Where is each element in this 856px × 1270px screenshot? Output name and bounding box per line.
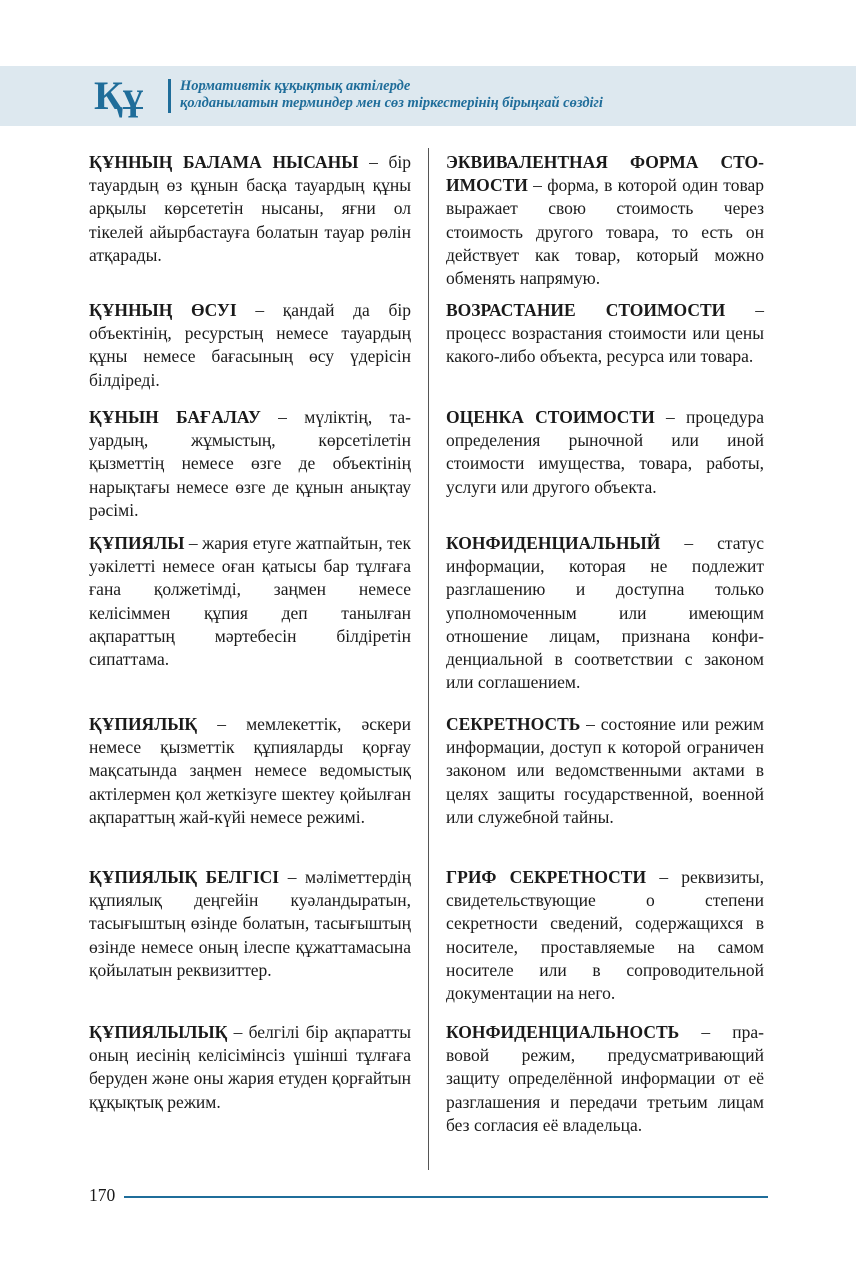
- definition-kk: – мемлекеттік, әскери немесе қызметтік құпияларды қорғау мақсатында заңмен немесе ведомыстық актілермен қол жеткізуге шектеу қойылған ақпараттың жай-күйі немесе режимі.: [89, 714, 411, 827]
- entry-ru: [446, 151, 764, 290]
- definition-ru: – состояние или режим информации, доступ к которой ограничен законом или ведомственными актами в целях защиты государственной, военной или служебной тайны.: [446, 714, 764, 827]
- column-divider: [428, 148, 429, 1170]
- entry-kk: [89, 1021, 411, 1114]
- definition-ru: – процедура определения рыночной или иной стоимости имущества, товара, работы, услуги или другого объекта.: [446, 407, 764, 497]
- term-kk: ҚҰННЫҢ БАЛАМА НЫСАНЫ: [89, 152, 359, 172]
- entry-kk: [89, 299, 411, 392]
- definition-ru: – форма, в которой один товар выражает свою стоимость через стоимость другого товара, то есть он действует как товар, который можно обменять напрямую.: [446, 175, 764, 289]
- term-ru: СЕКРЕТНОСТЬ: [446, 714, 581, 734]
- section-letter: Құ: [94, 73, 144, 118]
- entry-ru: [446, 866, 764, 1005]
- term-ru: ОЦЕНКА СТОИМОСТИ: [446, 407, 655, 427]
- entry-ru: [446, 406, 764, 499]
- definition-kk: – мәліметтердің құпиялық деңгейін куәландыратын, тасығыштың өзінде болатын, тасығыштың өзінде немесе оның ілеспе құжаттамасына қойылатын реквизиттер.: [89, 867, 412, 980]
- definition-kk: – мүліктің, тауардың, жұмыстың, көрсетілетін қызметтің немесе өзге де объектінің нарықтағы немесе өзге де құнын анықтау рәсімі.: [89, 407, 411, 520]
- entry-kk: [89, 532, 411, 671]
- entry-kk: [89, 866, 411, 982]
- entry-ru: [446, 713, 764, 829]
- term-kk: ҚҰПИЯЛЫЛЫҚ: [89, 1022, 228, 1042]
- term-ru: ГРИФ СЕКРЕТНОСТИ: [446, 867, 647, 887]
- running-title: [180, 78, 603, 112]
- entry-ru: [446, 532, 764, 694]
- running-title-line-1: Нормативтік құқықтық актілерде: [180, 78, 411, 94]
- definition-ru: – реквизиты, свидетельствующие о степени секретности сведений, содержащихся в носителе, проставляемые на самом носителе или в сопроводительной документации на него.: [446, 867, 764, 1004]
- definition-ru: – правовой режим, предусматривающий защиту определённой информации от её разглашения и передачи третьим лицам без согласия её владельца.: [446, 1022, 764, 1135]
- term-kk: ҚҰННЫҢ ӨСУІ: [89, 300, 237, 320]
- term-ru: ЭКВИВАЛЕНТНАЯ ФОРМА СТОИМОСТИ: [446, 152, 764, 196]
- term-kk: ҚҰПИЯЛЫҚ: [89, 714, 198, 734]
- page-number: 170: [89, 1185, 116, 1205]
- definition-kk: – бір тауардың өз құнын басқа тауардың құны арқылы көрсететін нысаны, яғни ол тікелей айырбастауға болатын тауар рөлін атқарады.: [89, 152, 411, 265]
- term-kk: ҚҰПИЯЛЫ: [89, 533, 185, 553]
- entry-kk: [89, 406, 411, 522]
- term-ru: ВОЗРАСТАНИЕ СТОИМОСТИ: [446, 300, 726, 320]
- definition-kk: – белгілі бір ақпаратты оның иесінің келісімінсіз үшінші тұлғаға беруден және оны жария етуден қорғайтын құқықтық режим.: [89, 1022, 411, 1112]
- entry-kk: [89, 713, 411, 829]
- term-ru: КОНФИДЕНЦИАЛЬНОСТЬ: [446, 1022, 680, 1042]
- entry-ru: [446, 299, 764, 369]
- footer-rule: [124, 1196, 768, 1198]
- term-ru: КОНФИДЕНЦИАЛЬНЫЙ: [446, 533, 661, 553]
- entry-ru: [446, 1021, 764, 1137]
- term-kk: ҚҰПИЯЛЫҚ БЕЛГІСІ: [89, 867, 280, 887]
- definition-kk: – жария етуге жатпайтын, тек уәкілетті немесе оған қатысы бар тұлғаға ғана қолжетімді, заңмен немесе келісіммен құпия деп танылған ақпараттың мәртебесін білдіретін сипаттама.: [89, 533, 411, 670]
- entry-kk: [89, 151, 411, 267]
- running-title-line-2: қолданылатын терминдер мен сөз тіркестерінің бірыңғай сөздігі: [180, 95, 603, 111]
- definition-kk: – қандай да бір объектінің, ресурстың немесе тауардың құны немесе бағасының өсу үдерісін білдіреді.: [89, 300, 411, 390]
- definition-ru: – статус информации, которая не подлежит разглашению и доступна только уполномоченным или имеющим отношение лицам, признана конфиденциальной в соответствии с законом или соглашением.: [446, 533, 764, 693]
- term-kk: ҚҰНЫН БАҒАЛАУ: [89, 407, 261, 427]
- header-divider: [168, 79, 171, 113]
- definition-ru: – процесс возрастания стоимости или цены какого-либо объекта, ресурса или товара.: [446, 300, 764, 367]
